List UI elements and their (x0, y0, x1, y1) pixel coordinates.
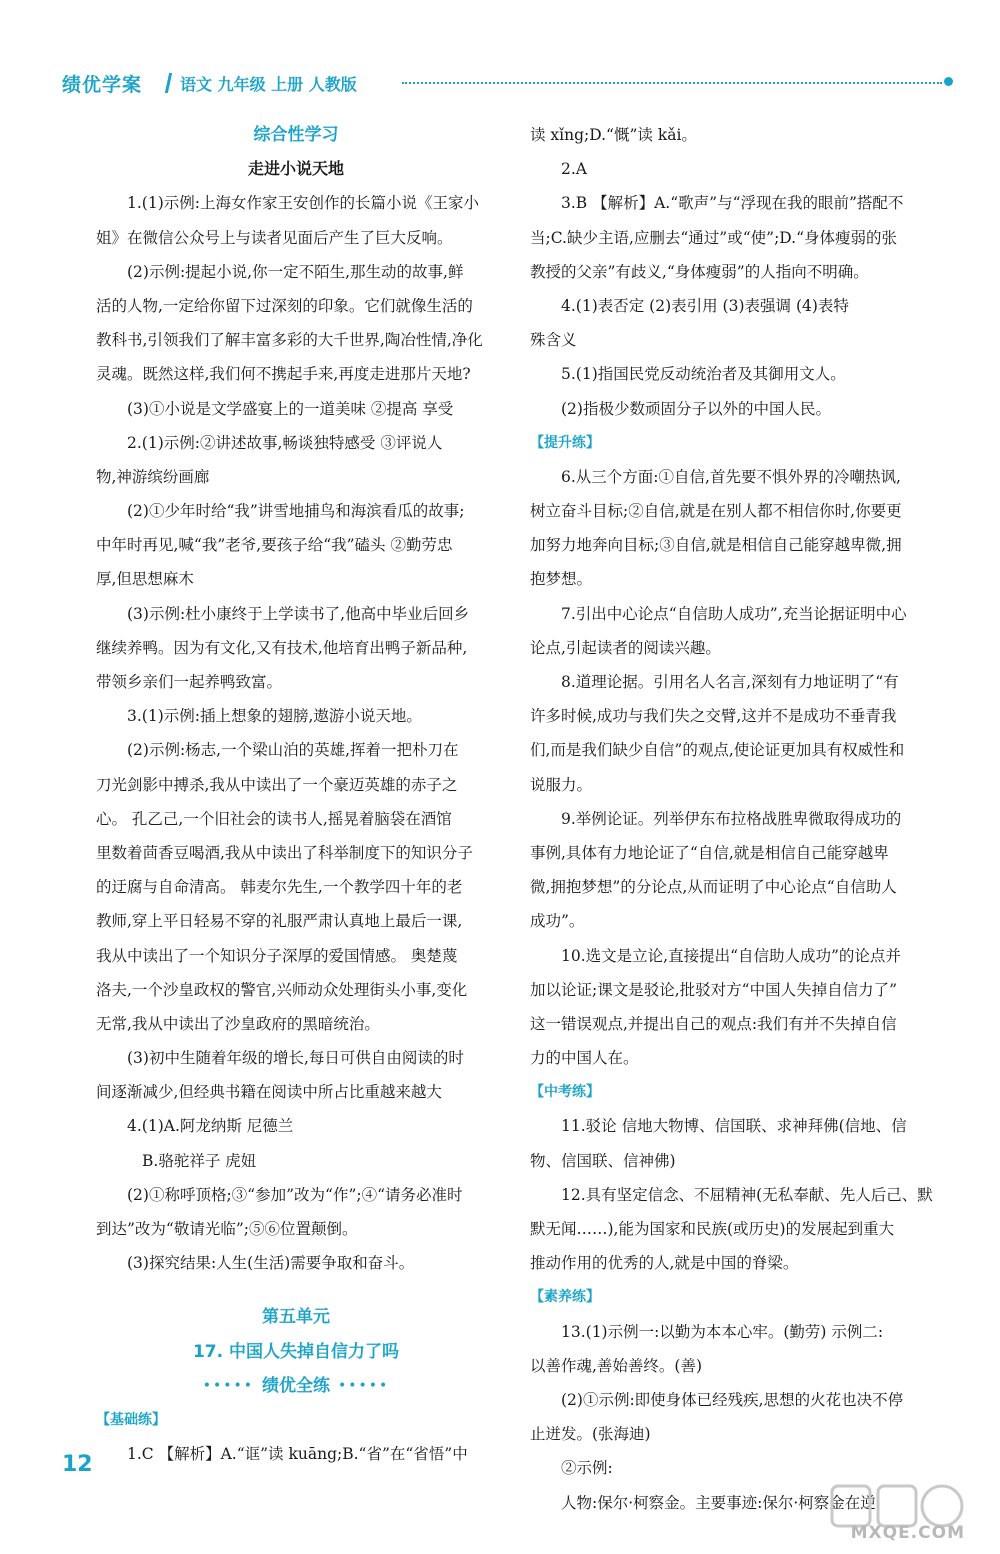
text-line: 11.驳论 信地大物博、信国联、求神拜佛(信地、信 (561, 1117, 907, 1136)
exercise-tag: 【提升练】 (530, 434, 600, 451)
text-line: B.骆驼祥子 虎妞 (142, 1151, 257, 1170)
text-line: 物,神游缤纷画廊 (96, 467, 210, 486)
text-line: 读 xǐng;D.“慨”读 kǎi。 (530, 126, 697, 144)
text-line: 中年时再见,喊“我”老爷,要孩子给“我”磕头 ②勤劳忠 (96, 536, 453, 555)
text-line: (2)①少年时给“我”讲雪地捕鸟和海滨看瓜的故事; (127, 502, 465, 521)
text-line: 刀光剑影中搏杀,我从中读出了一个豪迈英雄的赤子之 (96, 775, 458, 794)
text-line: (2)①称呼顶格;③“参加”改为“作”;④“请务必准时 (127, 1185, 463, 1204)
text-line: 间逐渐减少,但经典书籍在阅读中所占比重越来越大 (96, 1083, 442, 1102)
subject-label: 语文 九年级 上册 人教版 (180, 75, 357, 94)
text-line: 物、信国联、信神佛) (530, 1151, 676, 1170)
text-line: (3)①小说是文学盛宴上的一道美味 ②提高 享受 (127, 399, 454, 418)
text-line: 我从中读出了一个知识分子深厚的爱国情感。 奥楚蔑 (96, 946, 458, 965)
right-column (530, 118, 955, 1520)
text-line: 5.(1)指国民党反动统治者及其御用文人。 (561, 365, 846, 384)
watermark-text: MXQE.COM (850, 1523, 965, 1543)
text-line: (3)探究结果:人生(生活)需要争取和奋斗。 (127, 1254, 415, 1273)
text-line: (2)①示例:即使身体已经残疾,思想的火花也决不停 (561, 1390, 904, 1409)
text-line: (3)示例:杜小康终于上学读书了,他高中毕业后回乡 (127, 604, 470, 623)
page-header (62, 70, 962, 96)
text-line: 止迸发。(张海迪) (530, 1425, 651, 1444)
text-line: 以善作魂,善始善终。(善) (530, 1356, 703, 1375)
text-line: 人物:保尔·柯察金。主要事迹:保尔·柯察金在逆 (561, 1493, 876, 1512)
section-subtitle: 走进小说天地 (247, 159, 344, 179)
text-line: 8.道理论据。引用名人名言,深刻有力地证明了“有 (561, 673, 899, 691)
text-line: 默无闻……),能为国家和民族(或历史)的发展起到重大 (530, 1220, 895, 1238)
text-line: 姐》在微信公众号上与读者见面后产生了巨大反响。 (96, 228, 453, 247)
brand-divider (165, 73, 172, 93)
text-line: 3.(1)示例:插上想象的翅膀,遨游小说天地。 (127, 707, 422, 726)
text-line: ②示例: (561, 1459, 613, 1478)
text-line: 教科书,引领我们了解丰富多彩的大千世界,陶冶性情,净化 (96, 331, 483, 350)
text-line: 带领乡亲们一起养鸭致富。 (96, 673, 283, 691)
text-line: 2.(1)示例:②讲述故事,畅谈独特感受 ③评说人 (127, 433, 443, 452)
text-line: 4.(1)表否定 (2)表引用 (3)表强调 (4)表特 (561, 296, 849, 315)
text-line: 活的人物,一定给你留下过深刻的印象。它们就像生活的 (96, 296, 473, 315)
text-line: (2)示例:提起小说,你一定不陌生,那生动的故事,鲜 (127, 262, 464, 281)
text-line: 6.从三个方面:①自信,首先要不惧外界的冷嘲热讽, (561, 467, 901, 486)
page-number: 12 (62, 1452, 93, 1477)
text-line: 1.C 【解析】A.“诓”读 kuāng;B.“省”在“省悟”中 (127, 1445, 468, 1464)
text-line: (2)指极少数顽固分子以外的中国人民。 (561, 399, 831, 418)
text-line: 加努力地奔向目标;③自信,就是相信自己能穿越卑微,拥 (530, 536, 902, 555)
banner-title: 绩优全练 (262, 1375, 330, 1396)
text-line: 灵魂。既然这样,我们何不携起手来,再度走进那片天地? (96, 365, 471, 384)
spacer (96, 1280, 496, 1300)
text-line: 当;C.缺少主语,应删去“通过”或“使”;D.“身体瘦弱的张 (530, 228, 898, 247)
text-line: 4.(1)A.阿龙纳斯 尼德兰 (127, 1117, 294, 1136)
text-line: 的迂腐与自命清高。 韩麦尔先生,一个教学四十年的老 (96, 878, 463, 897)
header-dot (944, 77, 953, 86)
text-line: 微,拥抱梦想”的分论点,从而证明了中心论点“自信助人 (530, 878, 897, 897)
section-title: 17. 中国人失掉自信力了吗 (192, 1341, 400, 1362)
text-line: 1.(1)示例:上海女作家王安创作的长篇小说《王家小 (127, 194, 479, 213)
brand-logo: 绩优学案 (62, 74, 143, 96)
text-line: 说服力。 (530, 775, 593, 794)
banner-dots-left: ••••• (202, 1377, 254, 1394)
text-line: 3.B 【解析】A.“歌声”与“浮现在我的眼前”搭配不 (561, 194, 904, 213)
text-line: 成功”。 (530, 912, 585, 931)
text-line: 10.选文是立论,直接提出“自信助人成功”的论点并 (561, 946, 901, 965)
section-title: 第五单元 (262, 1307, 330, 1328)
text-line: 论点,引起读者的阅读兴趣。 (530, 638, 721, 657)
text-line: (2)示例:杨志,一个梁山泊的英雄,挥着一把朴刀在 (127, 741, 459, 760)
text-line: 9.举例论证。列举伊东布拉格战胜卑微取得成功的 (561, 809, 902, 828)
text-line: 心。 孔乙己,一个旧社会的读书人,摇晃着脑袋在酒馆 (96, 809, 452, 828)
exercise-tag: 【中考练】 (530, 1084, 600, 1101)
text-line: 12.具有坚定信念、不屈精神(无私奉献、先人后己、默 (561, 1185, 933, 1204)
text-line: 抱梦想。 (530, 570, 593, 589)
left-column (96, 118, 496, 1471)
text-line: 13.(1)示例一:以勤为本本心牢。(勤劳) 示例二: (561, 1322, 884, 1341)
text-line: 继续养鸭。因为有文化,又有技术,他培育出鸭子新品种, (96, 638, 468, 657)
text-line: 2.A (561, 160, 587, 179)
text-line: 推动作用的优秀的人,就是中国的脊梁。 (530, 1254, 799, 1273)
text-line: 殊含义 (530, 331, 577, 350)
practice-banner (96, 1369, 496, 1403)
text-line: 厚,但思想麻木 (96, 570, 194, 589)
text-line: 这一错误观点,并提出自己的观点:我们有并不失掉自信 (530, 1014, 897, 1033)
section-title: 综合性学习 (253, 125, 339, 145)
text-line: 许多时候,成功与我们失之交臂,这并不是成功不垂青我 (530, 707, 897, 726)
header-dotted-rule (402, 82, 942, 84)
text-line: 树立奋斗目标;②自信,就是在别人都不相信你时,你要更 (530, 502, 902, 521)
text-line: 们,而是我们缺少自信”的观点,使论证更加具有权威性和 (530, 741, 905, 760)
text-line: 洛夫,一个沙皇政权的警官,兴师动众处理街头小事,变化 (96, 980, 468, 999)
text-line: 力的中国人在。 (530, 1049, 639, 1068)
text-line: 教授的父亲”有歧义,“身体瘦弱”的人指向不明确。 (530, 262, 869, 281)
exercise-tag: 【基础练】 (96, 1411, 166, 1428)
text-line: (3)初中生随着年级的增长,每日可供自由阅读的时 (127, 1049, 464, 1068)
text-line: 无常,我从中读出了沙皇政府的黑暗统治。 (96, 1014, 380, 1033)
text-line: 7.引出中心论点“自信助人成功”,充当论据证明中心 (561, 604, 907, 623)
text-line: 教师,穿上平日轻易不穿的礼服严肃认真地上最后一课, (96, 912, 463, 931)
text-line: 加以论证;课文是驳论,批驳对方“中国人失掉自信力了” (530, 980, 897, 999)
text-line: 里数着茴香豆喝酒,我从中读出了科举制度下的知识分子 (96, 843, 473, 862)
text-line: 事例,具体有力地论证了“自信,就是相信自己能穿越卑 (530, 843, 889, 862)
exercise-tag: 【素养练】 (530, 1289, 600, 1306)
banner-dots-right: ••••• (338, 1377, 390, 1394)
text-line: 到达”改为“敬请光临”;⑤⑥位置颠倒。 (96, 1220, 358, 1238)
